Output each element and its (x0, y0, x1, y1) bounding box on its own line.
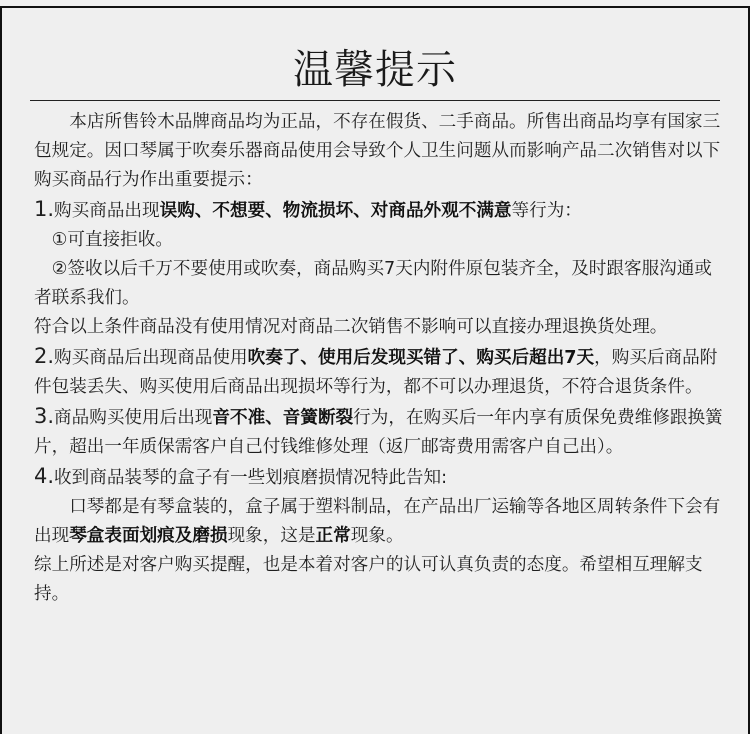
section-2-pre: 购买商品后出现商品使用 (54, 348, 248, 368)
section-4-number: 4. (34, 464, 55, 488)
section-4-post: 现象。 (350, 526, 404, 546)
section-3-pre: 商品购买使用后出现 (54, 408, 213, 428)
section-2-number: 2. (34, 344, 55, 368)
notice-content (34, 108, 724, 609)
section-3-paragraph (34, 402, 724, 462)
section-3-post: 行为，在购买后一年内享有质保免费维修跟换簧片，超出一年质保需客户自己付钱维修处理（返厂邮寄费用需客户自己出）。 (34, 408, 723, 457)
section-4-mid: 现象，这是 (227, 526, 316, 546)
section-1-item-2: ②签收以后千万不要使用或吹奏，商品购买7天内附件原包装齐全，及时跟客服沟通或者联系我们。 (34, 259, 712, 308)
section-3-emphasis: 音不准、音簧断裂 (212, 408, 354, 428)
intro-paragraph: 本店所售铃木品牌商品均为正品，不存在假货、二手商品。所售出商品均享有国家三包规定。因口琴属于吹奏乐器商品使用会导致个人卫生问题从而影响产品二次销售对以下购买商品行为作出重要提示： (34, 112, 721, 190)
section-4-emphasis-1: 琴盒表面划痕及磨损 (69, 526, 228, 546)
closing-paragraph: 综上所述是对客户购买提醒，也是本着对客户的认可认真负责的态度。希望相互理解支持。 (34, 555, 703, 604)
section-4-heading (34, 462, 724, 493)
section-1-heading (34, 195, 724, 226)
section-2-post: ，购买后商品附件包装丢失、购买使用后商品出现损坏等行为，都不可以办理退货，不符合退货条件。 (34, 348, 718, 397)
section-1-pre: 购买商品出现 (54, 201, 160, 221)
section-1-emphasis: 误购、不想要、物流损坏、对商品外观不满意 (159, 201, 512, 221)
section-2-paragraph (34, 342, 724, 402)
section-1-post: 等行为： (511, 201, 582, 221)
section-1-item-1: ①可直接拒收。 (34, 230, 173, 250)
title-divider (30, 100, 720, 101)
section-4-emphasis-2: 正常 (315, 526, 351, 546)
section-2-emphasis: 吹奏了、使用后发现买错了、购买后超出7天 (247, 348, 595, 368)
section-4-head: 收到商品装琴的盒子有一些划痕磨损情况特此告知: (54, 468, 448, 488)
section-1-note: 符合以上条件商品没有使用情况对商品二次销售不影响可以直接办理退换货处理。 (34, 317, 668, 337)
section-1-number: 1. (34, 197, 55, 221)
section-4-pre: 口琴都是有琴盒装的，盒子属于塑料制品，在产品出厂运输等各地区周转条件下会有出现 (34, 497, 721, 546)
section-3-number: 3. (34, 404, 55, 428)
section-4-paragraph (34, 493, 724, 551)
page-title: 温馨提示 (293, 47, 457, 93)
